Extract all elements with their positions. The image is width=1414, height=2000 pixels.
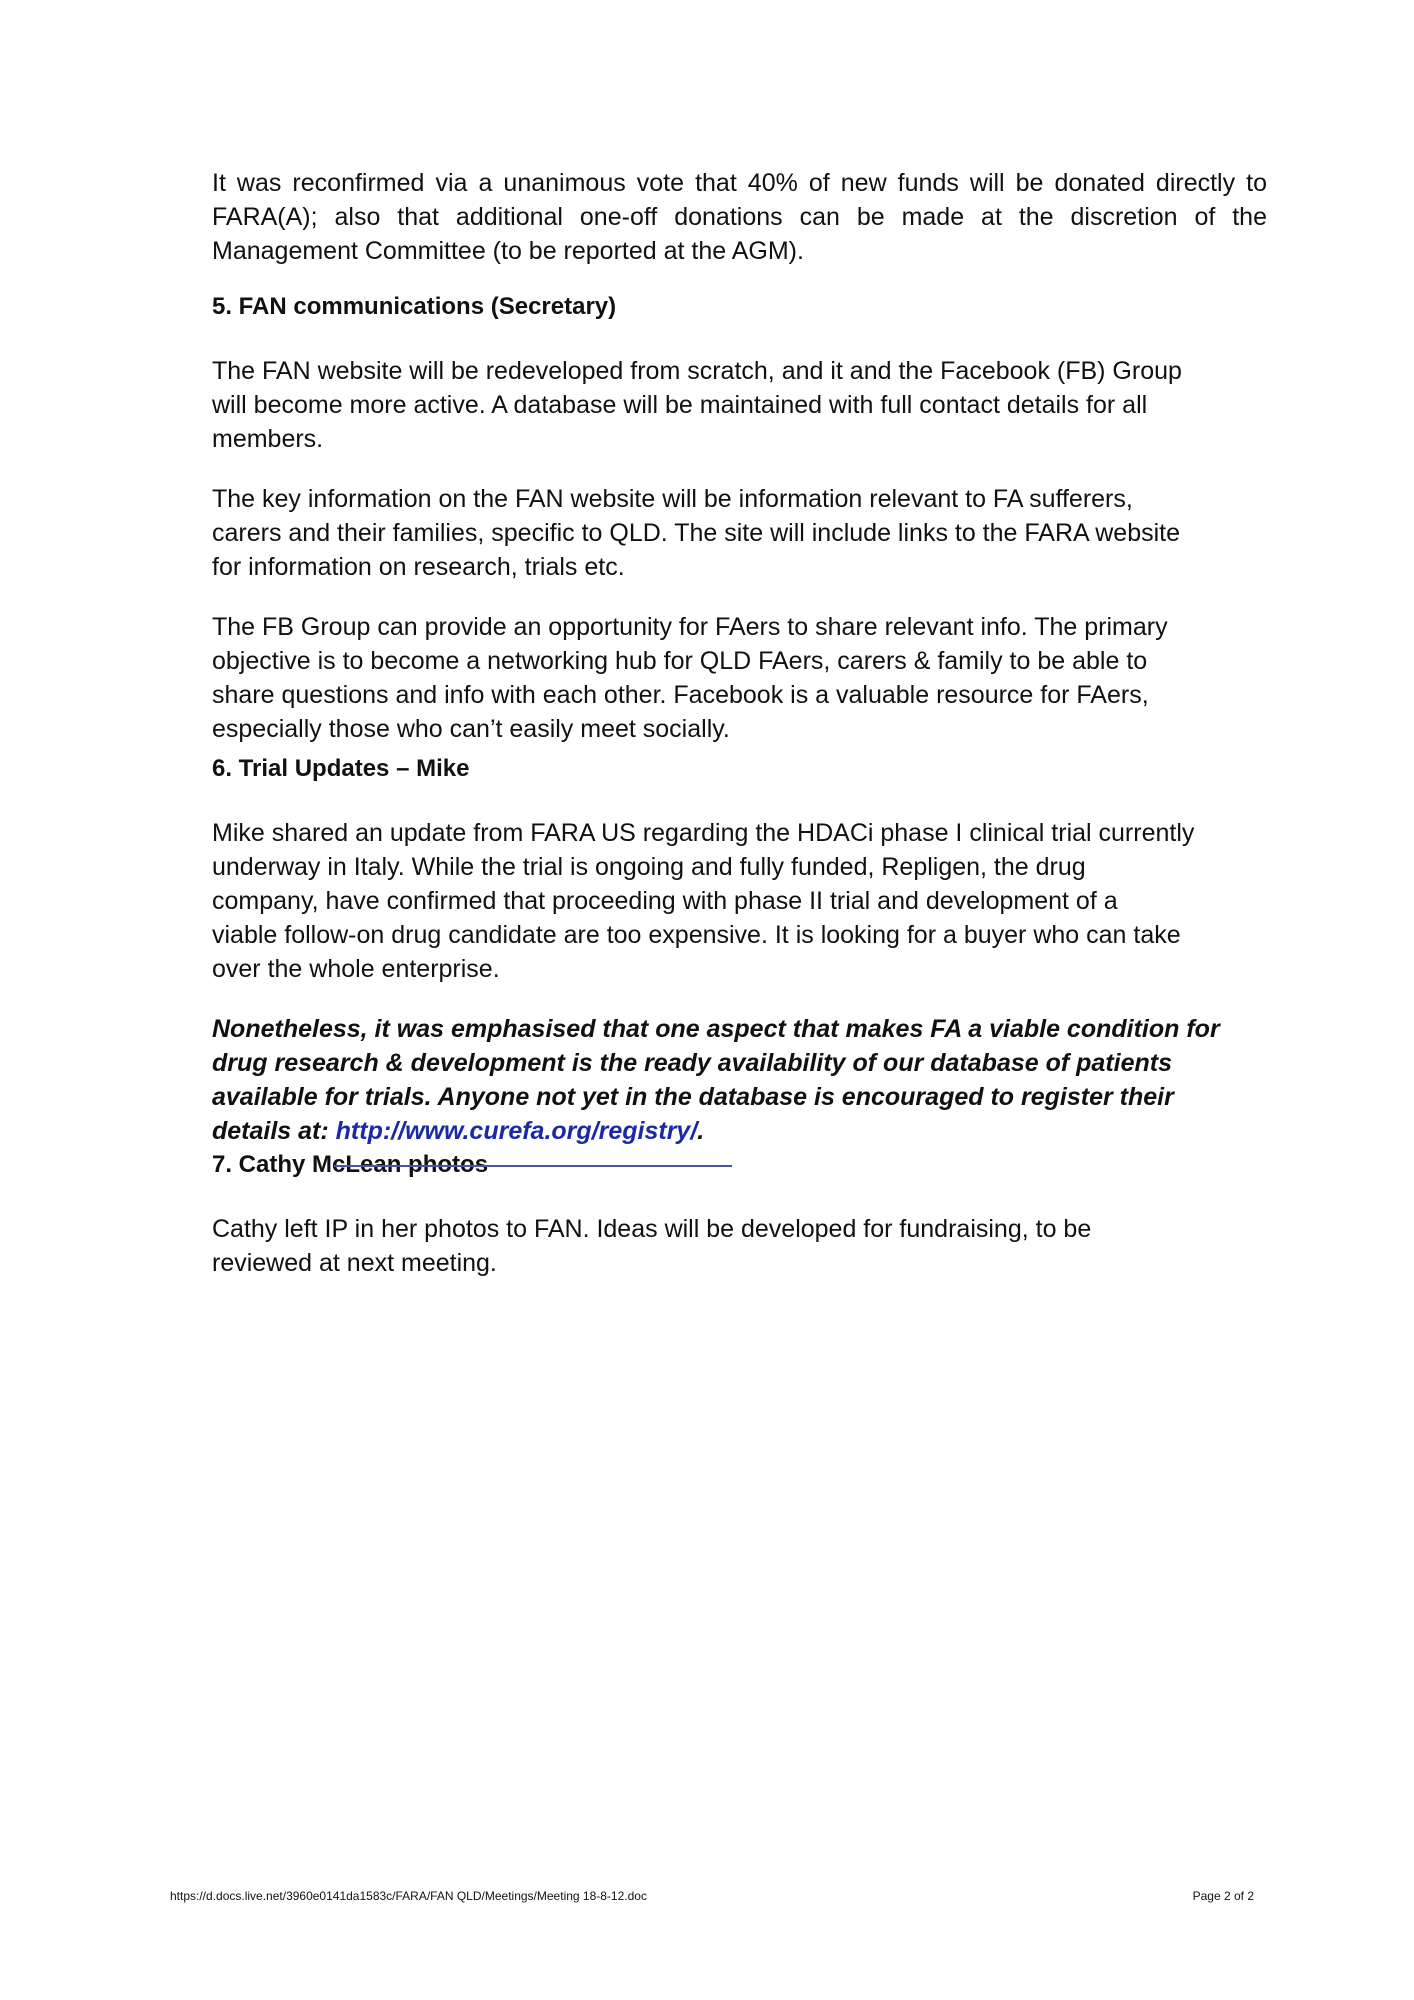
section-5-paragraph-3 (212, 610, 1267, 746)
section-5-paragraph-2 (212, 482, 1267, 584)
section-7-heading-text (212, 1148, 488, 1182)
section-5-heading: 5. FAN communications (Secretary) (212, 293, 617, 320)
text-line: company, have confirmed that proceeding with phase II trial and development of a (212, 887, 1118, 915)
section-7-paragraph-1 (212, 1212, 1267, 1280)
registry-prefix: details at: (212, 1117, 336, 1145)
text-line: drug research & development is the ready availability of our database of patients (212, 1049, 1172, 1077)
text-line: carers and their families, specific to QLD. The site will include links to the FARA website (212, 519, 1181, 547)
text-line: available for trials. Anyone not yet in the database is encouraged to register their (212, 1083, 1174, 1111)
text-line (212, 1114, 1267, 1148)
text-line: Cathy left IP in her photos to FAN. Ideas will be developed for fundraising, to be (212, 1215, 1092, 1243)
section-5-paragraph-1 (212, 354, 1267, 456)
funds-text: It was reconfirmed via a unanimous vote that 40% of new funds will be donated directly to FARA(A); also that additional one-off donations can be made at the discretion of the Management Committee (to be reported at the AGM). (212, 169, 1267, 265)
document-body (212, 166, 1267, 1280)
text-line: Mike shared an update from FARA US regarding the HDACi phase I clinical trial currently (212, 819, 1195, 847)
text-line: will become more active. A database will be maintained with full contact details for all (212, 391, 1148, 419)
text-line: members. (212, 425, 324, 453)
section-7-heading-plain: 7. Cathy Mc (212, 1151, 346, 1178)
section-7-heading (212, 1148, 1267, 1182)
section-7-heading-struck: Lean photos (345, 1151, 489, 1178)
text-line: The FB Group can provide an opportunity for FAers to share relevant info. The primary (212, 613, 1168, 641)
text-line: objective is to become a networking hub for QLD FAers, carers & family to be able to (212, 647, 1148, 675)
funds-paragraph (212, 166, 1267, 268)
text-line: underway in Italy. While the trial is ongoing and fully funded, Repligen, the drug (212, 853, 1086, 881)
footer-file-path: https://d.docs.live.net/3960e0141da1583c/FARA/FAN QLD/Meetings/Meeting 18-8-12.doc (170, 1889, 647, 1903)
strikethrough-line (334, 1165, 732, 1167)
text-line: The FAN website will be redeveloped from scratch, and it and the Facebook (FB) Group (212, 357, 1182, 385)
text-line: over the whole enterprise. (212, 955, 500, 983)
registry-link[interactable]: http://www.curefa.org/registry/ (335, 1117, 698, 1145)
text-line: The key information on the FAN website will be information relevant to FA sufferers, (212, 485, 1133, 513)
text-line: viable follow-on drug candidate are too expensive. It is looking for a buyer who can take (212, 921, 1181, 949)
section-6-emphasis-paragraph (212, 1012, 1267, 1148)
registry-suffix: . (697, 1117, 705, 1145)
text-line: share questions and info with each other. Facebook is a valuable resource for FAers, (212, 681, 1149, 709)
text-line: for information on research, trials etc. (212, 553, 625, 581)
section-6-heading: 6. Trial Updates – Mike (212, 755, 470, 782)
text-line: reviewed at next meeting. (212, 1249, 497, 1277)
text-line: especially those who can’t easily meet socially. (212, 715, 730, 743)
footer-page-number: Page 2 of 2 (1192, 1889, 1254, 1903)
text-line: Nonetheless, it was emphasised that one aspect that makes FA a viable condition for (212, 1015, 1220, 1043)
section-6-paragraph-1 (212, 816, 1267, 986)
